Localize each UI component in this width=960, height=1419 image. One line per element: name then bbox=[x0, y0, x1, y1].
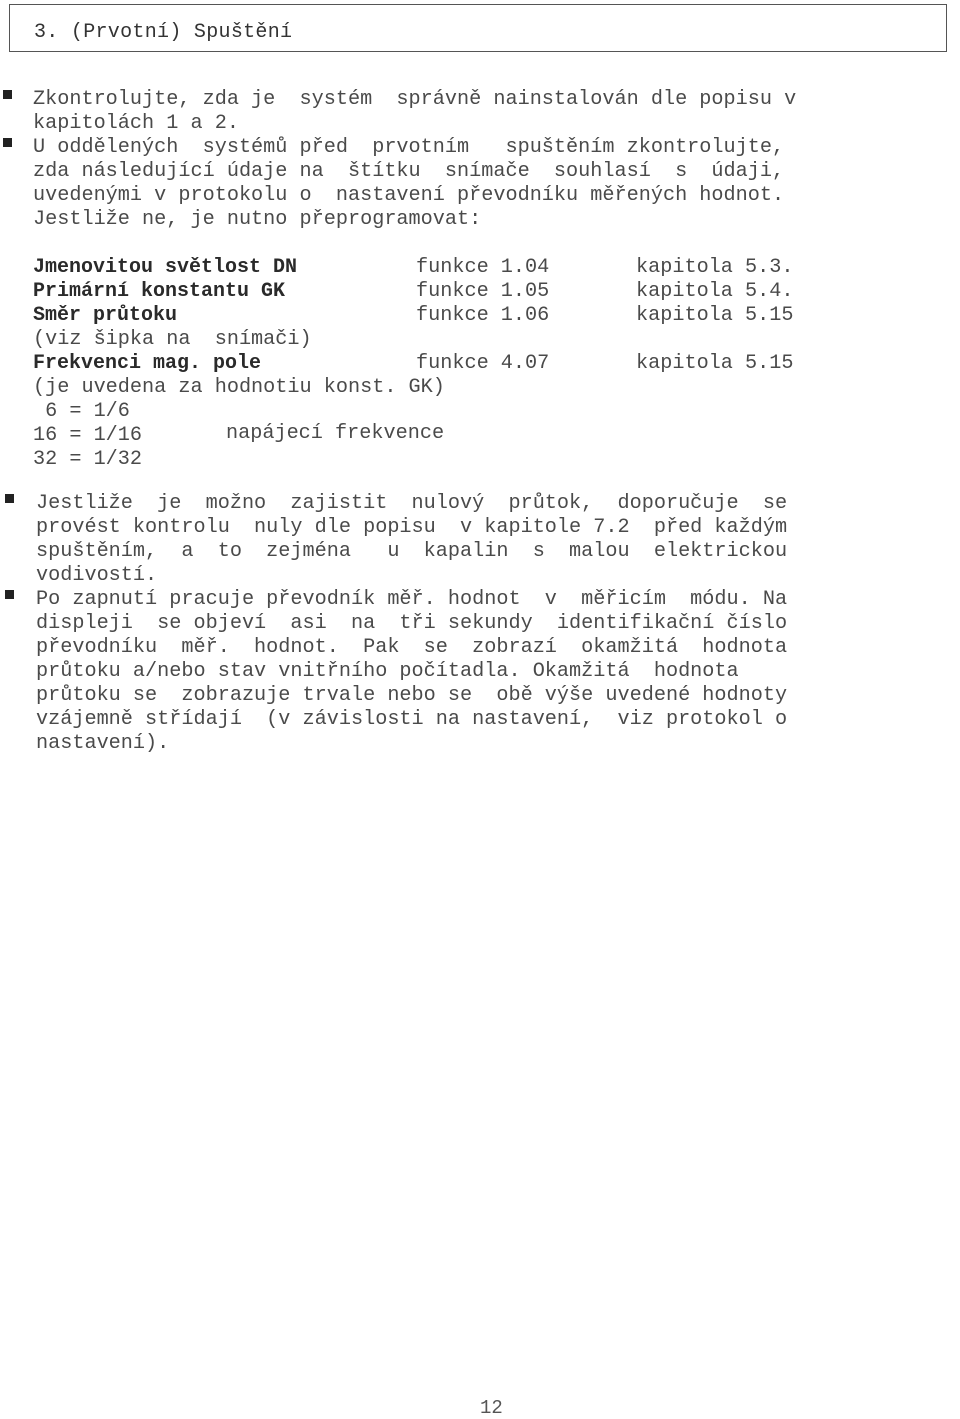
paragraph-4-line-1: Po zapnutí pracuje převodník měř. hodnot v měřicím módu. Na bbox=[36, 588, 788, 611]
paragraph-3-line-1: Jestliže je možno zajistit nulový průtok, doporučuje se bbox=[36, 492, 788, 515]
bullet-marker-3 bbox=[5, 494, 14, 503]
paragraph-4-line-6: vzájemně střídají (v závislosti na nastavení, viz protokol o bbox=[36, 708, 788, 731]
paragraph-2-line-3: uvedenými v protokolu o nastavení převodníku měřených hodnot. bbox=[33, 184, 785, 207]
param-name-gk: Primární konstantu GK bbox=[33, 280, 286, 303]
paragraph-3-line-2: provést kontrolu nuly dle popisu v kapitole 7.2 před každým bbox=[36, 516, 788, 539]
paragraph-2-line-4: Jestliže ne, je nutno přeprogramovat: bbox=[33, 208, 482, 231]
param-function-dn: funkce 1.04 bbox=[416, 256, 550, 279]
bullet-marker-4 bbox=[5, 590, 14, 599]
paragraph-4-line-3: převodníku měř. hodnot. Pak se zobrazí okamžitá hodnota bbox=[36, 636, 788, 659]
section-title: 3. (Prvotní) Spuštění bbox=[34, 21, 293, 44]
bullet-marker-2 bbox=[3, 138, 12, 147]
paragraph-4-line-7: nastavení). bbox=[36, 732, 170, 755]
param-chapter-dn: kapitola 5.3. bbox=[636, 256, 794, 279]
paragraph-4-line-2: displeji se objeví asi na tři sekundy identifikační číslo bbox=[36, 612, 788, 635]
param-note-flow-direction: (viz šipka na snímači) bbox=[33, 328, 312, 351]
paragraph-3-line-3: spuštěním, a to zejména u kapalin s malou elektrickou bbox=[36, 540, 788, 563]
fraction-line-6: 6 = 1/6 bbox=[33, 400, 130, 423]
param-chapter-gk: kapitola 5.4. bbox=[636, 280, 794, 303]
fraction-line-32: 32 = 1/32 bbox=[33, 448, 143, 471]
paragraph-2-line-1: U oddělených systémů před prvotním spuštěním zkontrolujte, bbox=[33, 136, 785, 159]
param-name-flow-direction: Směr průtoku bbox=[33, 304, 178, 327]
paragraph-4-line-4: průtoku a/nebo stav vnitřního počítadla. Okamžitá hodnota bbox=[36, 660, 739, 683]
paragraph-1-line-2: kapitolách 1 a 2. bbox=[33, 112, 239, 135]
param-function-gk: funkce 1.05 bbox=[416, 280, 550, 303]
param-function-field-frequency: funkce 4.07 bbox=[416, 352, 550, 375]
page-number: 12 bbox=[480, 1397, 503, 1419]
fraction-label: napájecí frekvence bbox=[226, 422, 445, 445]
param-chapter-flow-direction: kapitola 5.15 bbox=[636, 304, 794, 327]
section-header-box bbox=[9, 4, 947, 52]
param-note-field-frequency: (je uvedena za hodnotiu konst. GK) bbox=[33, 376, 445, 399]
fraction-line-16: 16 = 1/16 bbox=[33, 424, 143, 447]
param-chapter-field-frequency: kapitola 5.15 bbox=[636, 352, 794, 375]
paragraph-1-line-1: Zkontrolujte, zda je systém správně nainstalován dle popisu v bbox=[33, 88, 797, 111]
param-name-field-frequency: Frekvenci mag. pole bbox=[33, 352, 262, 375]
paragraph-3-line-4: vodivostí. bbox=[36, 564, 158, 587]
bullet-marker-1 bbox=[3, 90, 12, 99]
paragraph-4-line-5: průtoku se zobrazuje trvale nebo se obě výše uvedené hodnoty bbox=[36, 684, 788, 707]
paragraph-2-line-2: zda následující údaje na štítku snímače souhlasí s údaji, bbox=[33, 160, 785, 183]
param-function-flow-direction: funkce 1.06 bbox=[416, 304, 550, 327]
param-name-dn: Jmenovitou světlost DN bbox=[33, 256, 298, 279]
